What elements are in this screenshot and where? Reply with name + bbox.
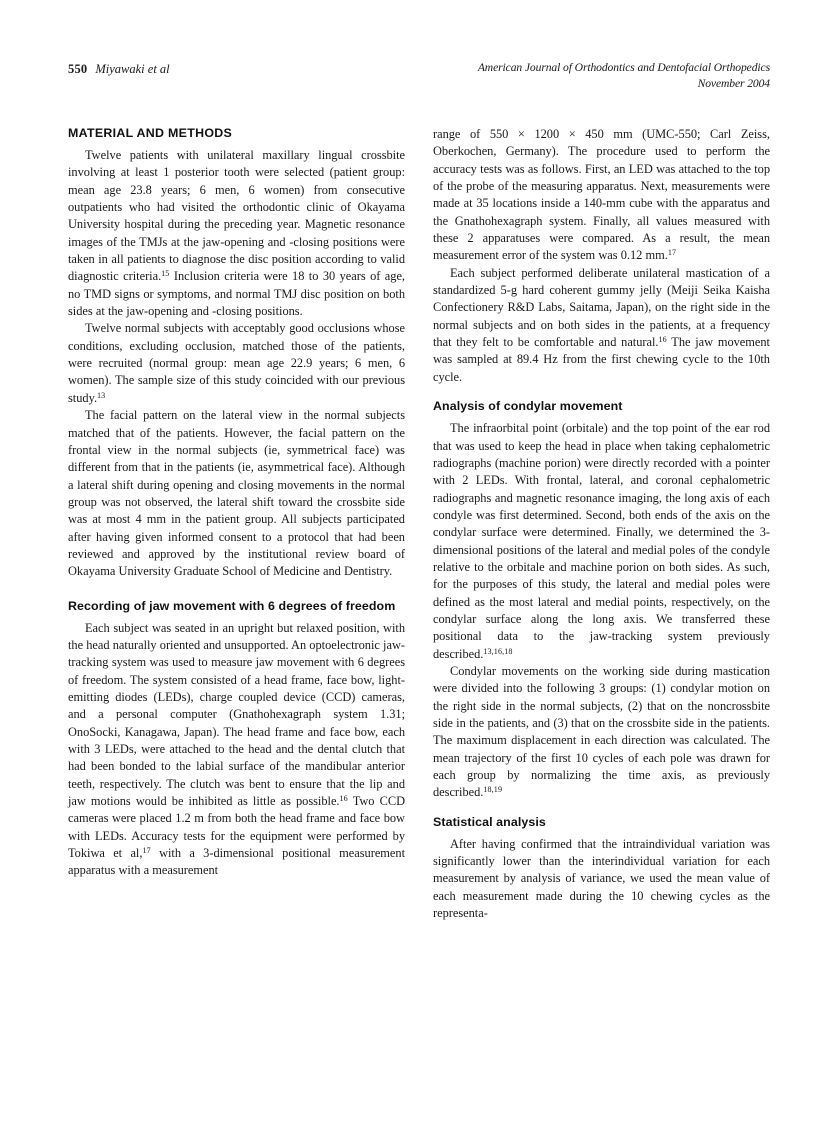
paragraph-jaw-tracking-text-c: with a 3-dimensional positional measurement apparatus with a measurement xyxy=(68,846,405,878)
paragraph-mastication-task-text-b: The jaw movement was sampled at 89.4 Hz from the first chewing cycle to the 10th cycle. xyxy=(433,335,770,384)
running-head xyxy=(68,60,770,100)
page-number: 550 xyxy=(68,62,88,76)
reference-marker-17-right: 17 xyxy=(667,248,677,258)
paragraph-mastication-task-text-a: Each subject performed deliberate unilateral mastication of a standardized 5-g hard coherent gummy jelly (Meiji Seika Kaisha Confectionery R&D Labs, Saitama, Japan), on the right side in the normal subjects and on both sides in the patients, at a frequency that they felt to be comfortable and natural. xyxy=(433,265,770,350)
subheading-analysis-of-condylar-movement: Analysis of condylar movement xyxy=(433,399,623,414)
journal-title: American Journal of Orthodontics and Dentofacial Orthopedics xyxy=(477,61,770,74)
issue-date: November 2004 xyxy=(697,76,770,90)
running-head-right xyxy=(478,60,770,91)
reference-marker-13: 13 xyxy=(97,390,106,400)
paragraph-patients xyxy=(68,147,405,320)
paragraph-normal-subjects xyxy=(68,320,405,407)
paragraph-condylar-movement-groups-text: Condylar movements on the working side during mastication were divided into the following 3 groups: (1) condylar motion on the right side in the normal subjects, (2) that on the noncrossbite side in the patients, and (3) that on the crossbite side in the patients. The maximum displacement in each direction was calculated. The mean trajectory of the first 10 cycles of each pole was drawn for each group by normalizing the time axis, as previously described. xyxy=(433,663,770,800)
column-left xyxy=(68,126,405,1056)
paragraph-facial-pattern: The facial pattern on the lateral view in the normal subjects matched that of the patients. However, the facial pattern on the frontal view in the normal subjects (ie, symmetrical face) was different from that in the patients (ie, asymmetrical face). Although a lateral shift during opening and closing movements in the normal group was not observed, the lateral shift toward the crossbite side was at most 4 mm in the patient group. All subjects participated after having given informed consent to a protocol that had been reviewed and approved by the institutional review board of Okayama University Graduate School of Medicine and Dentistry. xyxy=(68,408,405,579)
column-right xyxy=(433,126,770,1056)
paragraph-patients-text-a: Twelve patients with unilateral maxillary lingual crossbite involving at least 1 posterior tooth were selected (patient group: mean age 23.8 years; 6 men, 6 women) from consecutive outpatients who had visited the orthodontic clinic of Okayama University hospital during the preceding year. Magnetic resonance images of the TMJs at the jaw-opening and -closing positions were taken in all patients to diagnose the disc position according to valid diagnostic criteria. xyxy=(68,148,405,284)
subheading-statistical-analysis: Statistical analysis xyxy=(433,814,546,829)
reference-marker-15: 15 xyxy=(161,269,170,279)
paragraph-measurement-range xyxy=(433,126,770,265)
reference-marker-16-right: 16 xyxy=(658,334,667,344)
reference-marker-18-19: 18,19 xyxy=(483,785,503,795)
section-heading-material-and-methods: MATERIAL AND METHODS xyxy=(68,126,233,140)
reference-marker-16: 16 xyxy=(339,793,348,803)
paragraph-measurement-range-text: range of 550 × 1200 × 450 mm (UMC-550; Carl Zeiss, Oberkochen, Germany). The procedure used to perform the accuracy tests was as follows. First, an LED was attached to the top of the probe of the measuring apparatus. Next, measurements were made at 35 locations inside a 140-mm cube with the apparatus and the Gnathohexagraph system. Finally, all values measured with these 2 apparatuses were compared. As a result, the mean measurement error of the system was 0.12 mm. xyxy=(433,127,770,263)
paragraph-jaw-tracking-system xyxy=(68,620,405,880)
paragraph-normal-subjects-text: Twelve normal subjects with acceptably good occlusions whose conditions, excluding occlusion, matched those of the patients, were recruited (normal group: mean age 22.9 years; 6 men, 6 women). The sample size of this study coincided with our previous study. xyxy=(68,321,405,405)
reference-marker-13-16-18: 13,16,18 xyxy=(483,646,513,656)
paragraph-jaw-tracking-text-a: Each subject was seated in an upright but relaxed position, with the head naturally oriented and unsupported. An optoelectronic jaw-tracking system was used to measure jaw movement with 6 degrees of freedom. The system consisted of a head frame, face bow, light-emitting diodes (LEDs), charge coupled device (CCD) cameras, and a personal computer (Gnathohexagraph system 1.31; OnoSocki, Kanagawa, Japan). The head frame and face bow, each with 3 LEDs, were attached to the head and the dental clutch that had been bonded to the labial surface of the mandibular anterior teeth, respectively. The clutch was bent to ensure that the lip and jaw motions would be inhibited as little as possible. xyxy=(68,620,405,809)
paragraph-condylar-movement-groups xyxy=(433,663,770,802)
paragraph-patients-text-b: Inclusion criteria were 18 to 30 years of age, no TMD signs or symptoms, and normal TMJ disc position on both sides at the jaw-opening and -closing positions. xyxy=(68,269,405,319)
paragraph-statistical-analysis: After having confirmed that the intraindividual variation was significantly lower than the interindividual variation for each measurement by analysis of variance, we used the mean value of each measurement made during the 10 chewing cycles as the representa- xyxy=(433,836,770,921)
paragraph-condyle-landmarks-text: The infraorbital point (orbitale) and the top point of the ear rod that was used to keep the head in place when taking cephalometric radiographs (machine porion) were directly recorded with a pointer with 2 LEDs. With frontal, lateral, and coronal cephalometric radiographs and magnetic resonance imaging, the long axis of each condyle was first determined. Second, both ends of the axis on the condylar surface were determined. Finally, we determined the 3-dimensional positions of the lateral and medial poles of the condyle relative to the orbitale and machine porion on both sides. As such, for the purposes of this study, the lateral and medial poles were defined as the most lateral and medial points, respectively, on the condylar surface along the long axis. We transferred these positional data to the jaw-tracking system previously described. xyxy=(433,421,770,661)
running-head-authors: Miyawaki et al xyxy=(95,62,170,76)
running-head-left xyxy=(68,60,170,78)
subheading-recording-of-jaw-movement: Recording of jaw movement with 6 degrees of freedom xyxy=(68,598,396,613)
paragraph-mastication-task xyxy=(433,265,770,386)
body-columns xyxy=(68,126,770,1056)
paragraph-jaw-tracking-text-b: Two CCD cameras were placed 1.2 m from both the head frame and face bow with LEDs. Accuracy tests for the equipment were performed by Tokiwa et al, xyxy=(68,794,405,861)
reference-marker-17: 17 xyxy=(142,845,151,855)
paragraph-condyle-landmarks xyxy=(433,420,770,663)
